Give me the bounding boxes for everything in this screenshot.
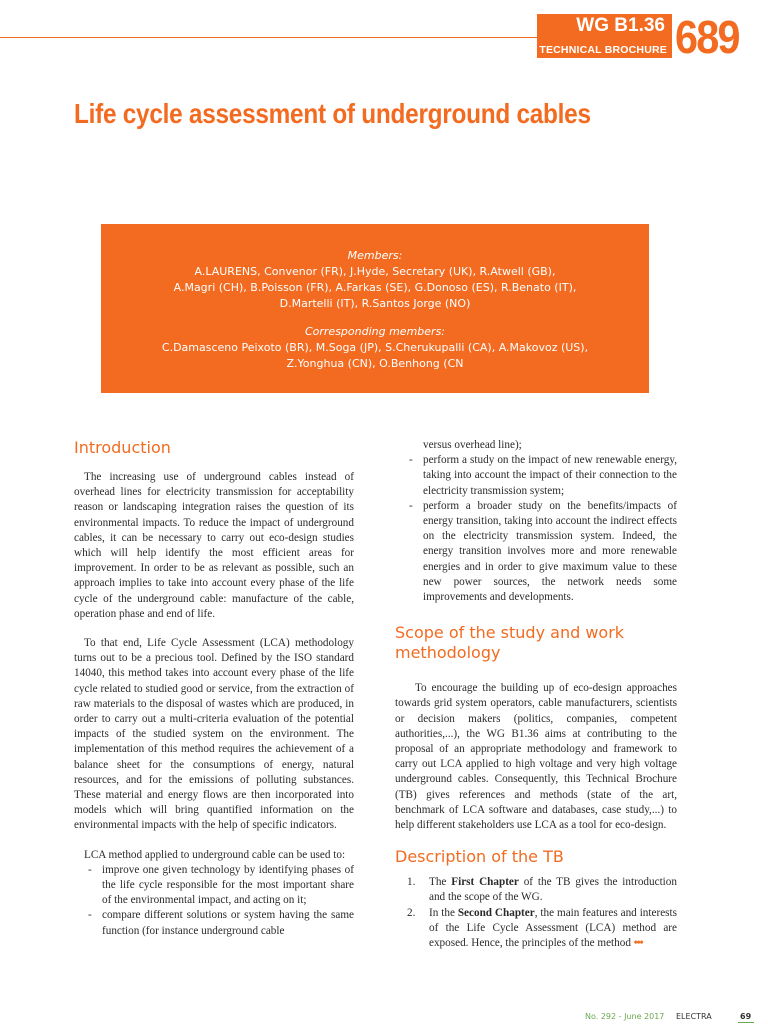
list-item: - perform a study on the impact of new renewable energy, taking into account the impact of their connection to the electricity transmission system; [409, 454, 677, 497]
corresponding-members-group [101, 324, 649, 372]
list-item: - improve one given technology by identifying phases of the life cycle responsible for the most important share of the environmental impact, and acting on it; [88, 863, 354, 907]
introduction-paragraph: The increasing use of underground cables instead of overhead lines for electricity transmission for acceptability reason or landscaping integration raises the question of its environmental impacts. To reduce the impact of underground cables, it can be necessary to carry out eco-design studies which will help identify the most efficient areas for improvement. In order to be as relevant as possible, such an approach implies to take into account every phase of the life cycle of the underground cable: manufacture of the cable, operation phase and end of life. [74, 471, 354, 620]
list-item: - compare different solutions or system having the same function (for instance underground cable [88, 909, 354, 937]
continued-marker: ••• [633, 937, 643, 950]
list-item: 1. The First Chapter of the TB gives the introduction and the scope of the WG. [407, 876, 677, 904]
list-item: 2. In the Second Chapter, the main features and interests of the Life Cycle Assessment (LCA) method are exposed. Hence, the principles of the method ••• [407, 906, 677, 950]
page-title: Life cycle assessment of underground cables [74, 98, 591, 129]
scope-heading: Scope of the study and work methodology [395, 623, 625, 663]
series-label: TECHNICAL BROCHURE [539, 44, 667, 56]
list-continuation: versus overhead line); [423, 439, 522, 451]
description-heading: Description of the TB [395, 847, 564, 867]
corresponding-members-line: C.Damasceno Peixoto (BR), M.Soga (JP), S.Cherukupalli (CA), A.Makovoz (US), [161, 341, 589, 354]
members-line: A.Magri (CH), B.Poisson (FR), A.Farkas (SE), G.Donoso (ES), R.Benato (IT), [173, 281, 577, 294]
members-label: Members: [347, 249, 403, 262]
use-cases-list [74, 863, 354, 939]
members-line: D.Martelli (IT), R.Santos Jorge (NO) [279, 297, 471, 310]
issue-label: No. 292 - June 2017 [585, 1012, 665, 1021]
right-column [395, 438, 677, 951]
brochure-number: 689 [675, 11, 739, 63]
chapters-list [395, 875, 677, 951]
left-column [74, 438, 354, 939]
footer-rule [738, 1022, 754, 1023]
use-cases-list-continued [395, 453, 677, 605]
corresponding-members-line: Z.Yonghua (CN), O.Benhong (CN [286, 357, 464, 370]
working-group-label: WG B1.36 [576, 15, 665, 36]
introduction-heading: Introduction [74, 438, 171, 457]
members-line: A.LAURENS, Convenor (FR), J.Hyde, Secretary (UK), R.Atwell (GB), [194, 265, 556, 278]
scope-paragraph: To encourage the building up of eco-design approaches towards grid system operators, cable manufacturers, scientists or decision makers (politics, companies, competent authorities,...), the WG B1.36 aims at contributing to the proposal of an appropriate methodology and framework to carry out LCA applied to high voltage and very high voltage underground cables. Consequently, this Technical Brochure (TB) gives references and methods (state of the art, benchmark of LCA software and databases, case study,...) to help different stakeholders use LCA as a tool for eco-design. [395, 682, 677, 832]
members-group [101, 248, 649, 312]
publication-name: ELECTRA [676, 1012, 712, 1021]
introduction-paragraph: To that end, Life Cycle Assessment (LCA) methodology turns out to be a precious tool. Defined by the ISO standard 14040, this method takes into account every phase of the life cycle related to studied good or service, from the extraction of raw materials to the disposal of wastes which are produced, in order to carry out a multi-criteria evaluation of the potential impacts of the studied system on the environment. The implementation of this method requires the achievement of a balance sheet for the consumptions of energy, natural resources, and for the emissions of polluting substances. These material and energy flows are then incorporated into models which will bring quantified information on the environmental impacts with the help of specific indicators. [74, 637, 354, 832]
members-box [101, 224, 649, 393]
corresponding-members-label: Corresponding members: [304, 325, 446, 338]
page-number: 69 [740, 1012, 752, 1021]
introduction-paragraph: LCA method applied to underground cable can be used to: [84, 848, 346, 861]
list-item: - perform a broader study on the benefits/impacts of energy transition, taking into account the indirect effects on the electricity transmission system. Indeed, the energy transition involves more and more renewable energies and in order to give maximum value to these new power sources, the network needs some improvements and developments. [409, 499, 677, 604]
